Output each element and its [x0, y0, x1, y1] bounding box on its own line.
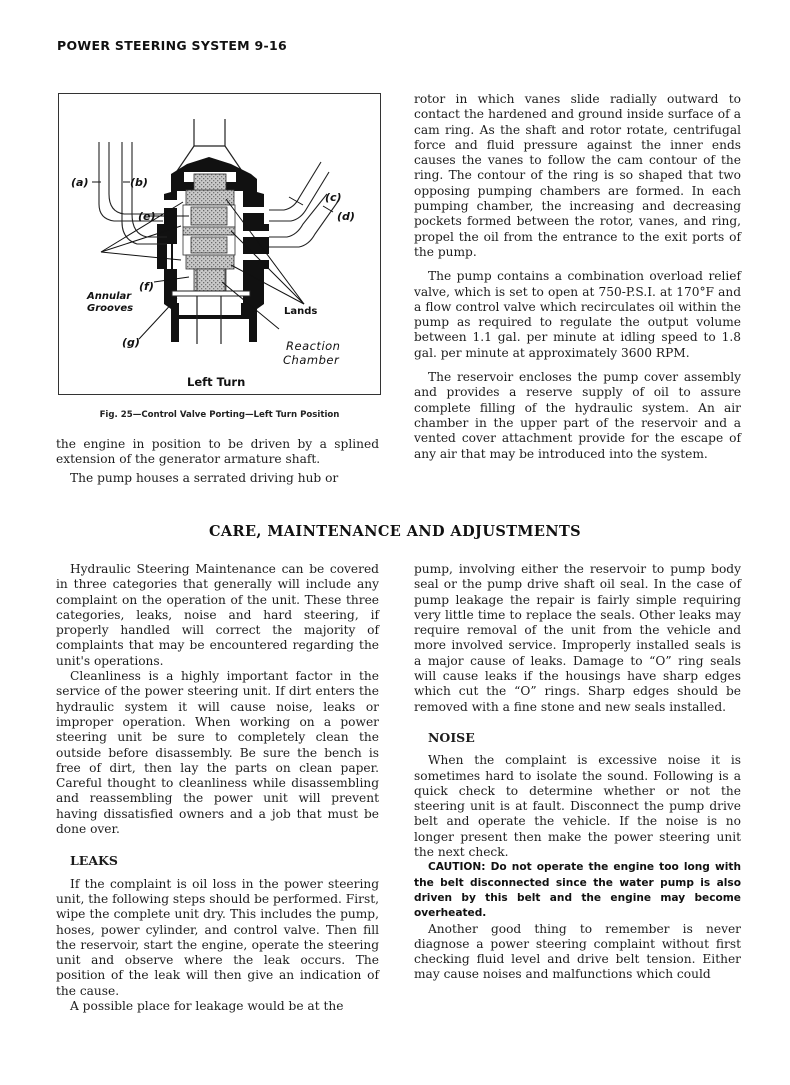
paragraph: rotor in which vanes slide radially outward to contact the hardened and ground inside surface of a cam ring. As the shaft and rotor rotate, centrifugal force and fluid pressure against the inner ends causes the vanes to follow the cam contour of the ring. The contour of the ring is so shaped that two opposing pumping chambers are formed. In each pumping chamber, the increasing and decreasing pockets formed between the rotor, vanes, and ring, propel the oil from the entrance to the exit ports of the pump.	[414, 92, 741, 259]
paragraph: The pump contains a combination overload relief valve, which is set to open at 750-P.S.I. at 170°F and a flow control valve which recirculates oil within the pump as required to regulate the output volume between 1.1 gal. per minute at idling speed to 1.8 gal. per minute at approximately 3600 RPM.	[414, 269, 741, 360]
figure-control-valve-porting	[58, 93, 381, 395]
paragraph: If the complaint is oil loss in the power steering unit, the following steps should be performed. First, wipe the complete unit dry. This includes the pump, hoses, power cylinder, and control valve. Then fill the reservoir, start the engine, operate the steering unit and observe where the leak occurs. The position of the leak will then give an indication of the cause.	[56, 876, 379, 998]
caution-note: CAUTION: Do not operate the engine too long with the belt disconnected since the water pump is also driven by this belt and the engine may become overheated.	[414, 861, 741, 920]
paragraph: Another good thing to remember is never diagnose a power steering complaint without first checking fluid level and drive belt tension. Either may cause noises and malfunctions which could	[414, 921, 741, 982]
control-valve-diagram	[59, 94, 382, 396]
figure-caption: Fig. 25—Control Valve Porting—Left Turn Position	[99, 410, 340, 420]
subheading-noise: NOISE	[428, 729, 475, 745]
paragraph: pump, involving either the reservoir to pump body seal or the pump drive shaft oil seal. In the case of pump leakage the repair is fairly simple requiring very little time to replace the seals. Other leaks may require removal of the unit from the vehicle and more involved service. Improperly installed seals is a major cause of leaks. Damage to “O” ring seals will cause leaks if the housings have sharp edges which cut the “O” rings. Sharp edges should be removed with a fine stone and new seals installed.	[414, 562, 741, 714]
label-left-turn: Left Turn	[187, 375, 246, 389]
paragraph: When the complaint is excessive noise it is sometimes hard to isolate the sound. Following is a quick check to determine whether or not the steering unit is at fault. Disconnect the pump drive belt and operate the vehicle. If the noise is no longer present then make the power steering unit the next check.	[414, 753, 741, 860]
label-c: (c)	[325, 191, 342, 204]
paragraph: The reservoir encloses the pump cover assembly and provides a reserve supply of oil to assure complete filling of the hydraulic system. An air chamber in the upper part of the reservoir and a vented cover attachment provide for the escape of any air that may be introduced into the system.	[414, 370, 741, 461]
label-annular-grooves-1: Annular	[87, 291, 132, 302]
label-a: (a)	[71, 176, 89, 189]
column-bottom-left	[56, 562, 379, 1014]
label-d: (d)	[337, 210, 355, 223]
label-reaction-chamber-1: Reaction	[286, 339, 341, 353]
column-top-right	[414, 92, 741, 462]
subheading-leaks: LEAKS	[70, 853, 118, 869]
label-g: (g)	[122, 336, 140, 349]
section-title: CARE, MAINTENANCE AND ADJUSTMENTS	[208, 523, 582, 540]
paragraph: A possible place for leakage would be at the	[70, 999, 344, 1014]
label-e: (e)	[138, 210, 156, 223]
ports-c-d	[269, 162, 339, 247]
column-bottom-right	[414, 562, 741, 983]
paragraph: the engine in position to be driven by a splined extension of the generator armature shaft.	[56, 437, 379, 467]
label-b: (b)	[130, 176, 148, 189]
running-head: POWER STEERING SYSTEM 9-16	[57, 38, 288, 53]
paragraph: Hydraulic Steering Maintenance can be covered in three categories that generally will include any complaint on the operation of the unit. These three categories, leaks, noise and hard steering, if properly handled will correct the majority of complaints that may be encountered regarding the unit's operations.	[56, 562, 379, 668]
label-lands: Lands	[284, 306, 318, 317]
paragraph: Cleanliness is a highly important factor in the service of the power steering unit. If dirt enters the hydraulic system it will cause noise, leaks or improper operation. When working on a power steering unit be sure to completely clean the outside before disassembly. Be sure the bench is free of dirt, then lay the parts on clean paper. Careful thought to cleanliness while disassembling and reassembling the power unit will prevent having dissatisfied owners and a job that must be done over.	[56, 669, 379, 837]
label-annular-grooves-2: Grooves	[87, 303, 134, 314]
column-top-left	[56, 437, 379, 486]
label-reaction-chamber-2: Chamber	[283, 353, 340, 367]
label-f: (f)	[139, 280, 154, 293]
ports-a-b	[99, 142, 167, 244]
paragraph: The pump houses a serrated driving hub or	[70, 470, 339, 485]
